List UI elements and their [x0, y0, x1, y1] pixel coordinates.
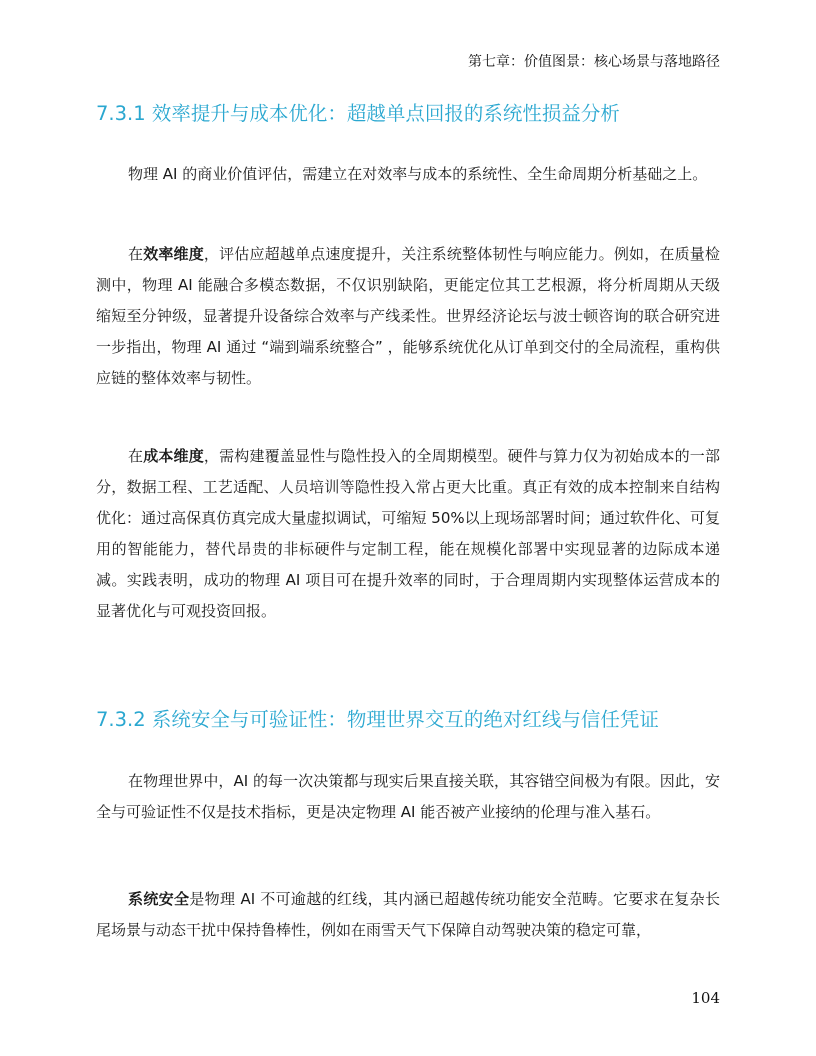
paragraph-text: ，需构建覆盖显性与隐性投入的全周期模型。硬件与算力仅为初始成本的一部分，数据工程、工艺适配、人员培训等隐性投入常占更大比重。真正有效的成本控制来自结构优化：通过高保真仿真完成大量虚拟调试，可缩短 50%以上现场部署时间；通过软件化、可复用的智能能力，替代昂贵的非标硬件与定制工程，能在规模化部署中实现显著的边际成本递减。实践表明，成功的物理 AI 项目可在提升效率的同时，于合理周期内实现整体运营成本的显著优化与可观投资回报。	[96, 447, 720, 620]
bold-term-safety: 系统安全	[128, 890, 190, 908]
paragraph-text: 在物理世界中，AI 的每一次决策都与现实后果直接关联，其容错空间极为有限。因此，安全与可验证性不仅是技术指标，更是决定物理 AI 能否被产业接纳的伦理与准入基石。	[96, 772, 720, 821]
paragraph-prefix: 在	[128, 447, 144, 465]
paragraph-cost	[96, 441, 720, 627]
bold-term-cost: 成本维度	[143, 447, 204, 465]
paragraph-text: 是物理 AI 不可逾越的红线，其内涵已超越传统功能安全范畴。它要求在复杂长尾场景与动态干扰中保持鲁棒性，例如在雨雪天气下保障自动驾驶决策的稳定可靠，	[96, 890, 720, 939]
section-heading-7-3-2: 7.3.2 系统安全与可验证性：物理世界交互的绝对红线与信任凭证	[96, 708, 659, 731]
running-header: 第七章：价值图景：核心场景与落地路径	[468, 54, 720, 70]
paragraph-intro	[96, 159, 720, 190]
section-heading-7-3-1: 7.3.1 效率提升与成本优化：超越单点回报的系统性损益分析	[96, 102, 620, 125]
paragraph-text: 物理 AI 的商业价值评估，需建立在对效率与成本的系统性、全生命周期分析基础之上。	[128, 165, 708, 183]
paragraph-efficiency	[96, 239, 720, 394]
paragraph-physical-world	[96, 766, 720, 828]
page-number: 104	[691, 989, 720, 1007]
paragraph-text: ，评估应超越单点速度提升，关注系统整体韧性与响应能力。例如，在质量检测中，物理 AI 能融合多模态数据，不仅识别缺陷，更能定位其工艺根源，将分析周期从天级缩短至分钟级，显著提升设备综合效率与产线柔性。世界经济论坛与波士顿咨询的联合研究进一步指出，物理 AI 通过 “端到端系统整合” ，能够系统优化从订单到交付的全局流程，重构供应链的整体效率与韧性。	[96, 245, 720, 387]
paragraph-prefix: 在	[128, 245, 144, 263]
paragraph-system-safety	[96, 884, 720, 946]
bold-term-efficiency: 效率维度	[143, 245, 204, 263]
